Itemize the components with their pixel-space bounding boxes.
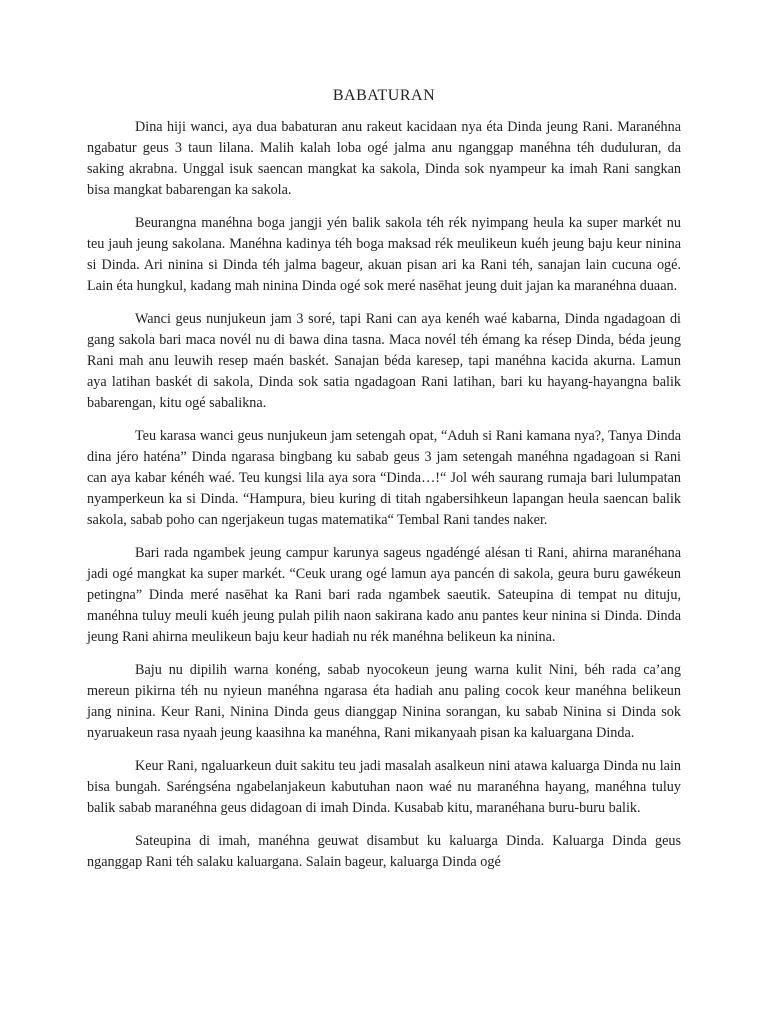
document-page <box>87 85 681 885</box>
paragraph-4: Teu karasa wanci geus nunjukeun jam setengah opat, “Aduh si Rani kamana nya?, Tanya Dinda dina jéro haténa” Dinda ngarasa bingbang ku sabab geus 3 jam setengah manéhna ngadagoan si Rani can aya kabar kénéh waé. Teu kungsi lila aya sora “Dinda…!“ Jol wéh saurang rumaja bari lulumpatan nyamperkeun ka si Dinda. “Hampura, bieu kuring di titah ngabersihkeun lapangan heula saencan balik sakola, sabab poho can ngerjakeun tugas matematika“ Tembal Rani tandes naker. <box>87 428 681 528</box>
paragraph-8: Sateupina di imah, manéhna geuwat disambut ku kaluarga Dinda. Kaluarga Dinda geus nganggap Rani téh salaku kaluargana. Salain bageur, kaluarga Dinda ogé <box>87 833 681 870</box>
document-title: BABATURAN <box>332 87 436 104</box>
paragraph-2: Beurangna manéhna boga jangji yén balik sakola téh rék nyimpang heula ka super markét nu teu jauh jeung sakolana. Manéhna kadinya téh boga maksad rék meulikeun kuéh jeung baju keur ninina si Dinda. Ari ninina si Dinda téh jalma bageur, akuan pisan ari ka Rani téh, sanajan lain cucuna ogé. Lain éta hungkul, kadang mah ninina Dinda ogé sok meré nasēhat jeung duit jajan ka maranéhna duaan. <box>87 215 681 294</box>
paragraph-5: Bari rada ngambek jeung campur karunya sageus ngadéngé alésan ti Rani, ahirna maranéhana jadi ogé mangkat ka super markét. “Ceuk urang ogé lamun aya pancén di sakola, geura buru gawékeun petingna” Dinda meré nasēhat ka Rani bari rada ngambek saeutik. Sateupina di tempat nu dituju, manéhna tuluy meuli kuéh jeung pulah pilih naon sakirana kado anu pantes keur ninina si Dinda. Dinda jeung Rani ahirna meulikeun baju keur hadiah nu rék manéhna belikeun ka ninina. <box>87 545 681 645</box>
paragraph-7: Keur Rani, ngaluarkeun duit sakitu teu jadi masalah asalkeun nini atawa kaluarga Dinda nu lain bisa bungah. Saréngséna ngabelanjakeun kabutuhan naon waé nu maranéhna hayang, manéhna tuluy balik sabab maranéhna geus didagoan di imah Dinda. Kusabab kitu, maranéhana buru-buru balik. <box>87 758 681 816</box>
paragraph-3: Wanci geus nunjukeun jam 3 soré, tapi Rani can aya kenéh waé kabarna, Dinda ngadagoan di gang sakola bari maca novél nu di bawa dina tasna. Maca novél téh émang ka résep Dinda, béda jeung Rani mah anu leuwih resep maén baskét. Sanajan béda karesep, tapi manéhna kacida akurna. Lamun aya latihan baskét di sakola, Dinda sok satia ngadagoan Rani latihan, bari ku hayang-hayangna balik babarengan, kitu ogé sabalikna. <box>87 311 681 411</box>
paragraph-6: Baju nu dipilih warna konéng, sabab nyocokeun jeung warna kulit Nini, béh rada ca’ang mereun pikirna téh nu nyieun manéhna ngarasa éta hadiah anu paling cocok keur manéhna belikeun jang ninina. Keur Rani, Ninina Dinda geus dianggap Ninina sorangan, ku sabab Ninina si Dinda sok nyaruakeun rasa nyaah jeung kaasihna ka manéhna, Rani mikanyaah pisan ka kaluargana Dinda. <box>87 662 681 741</box>
paragraph-1: Dina hiji wanci, aya dua babaturan anu rakeut kacidaan nya éta Dinda jeung Rani. Maranéhna ngabatur geus 3 taun lilana. Malih kalah loba ogé jalma anu nganggap manéhna téh duduluran, da saking akrabna. Unggal isuk saencan mangkat ka sakola, Dinda sok nyampeur ka imah Rani sangkan bisa mangkat babarengan ka sakola. <box>87 119 681 198</box>
